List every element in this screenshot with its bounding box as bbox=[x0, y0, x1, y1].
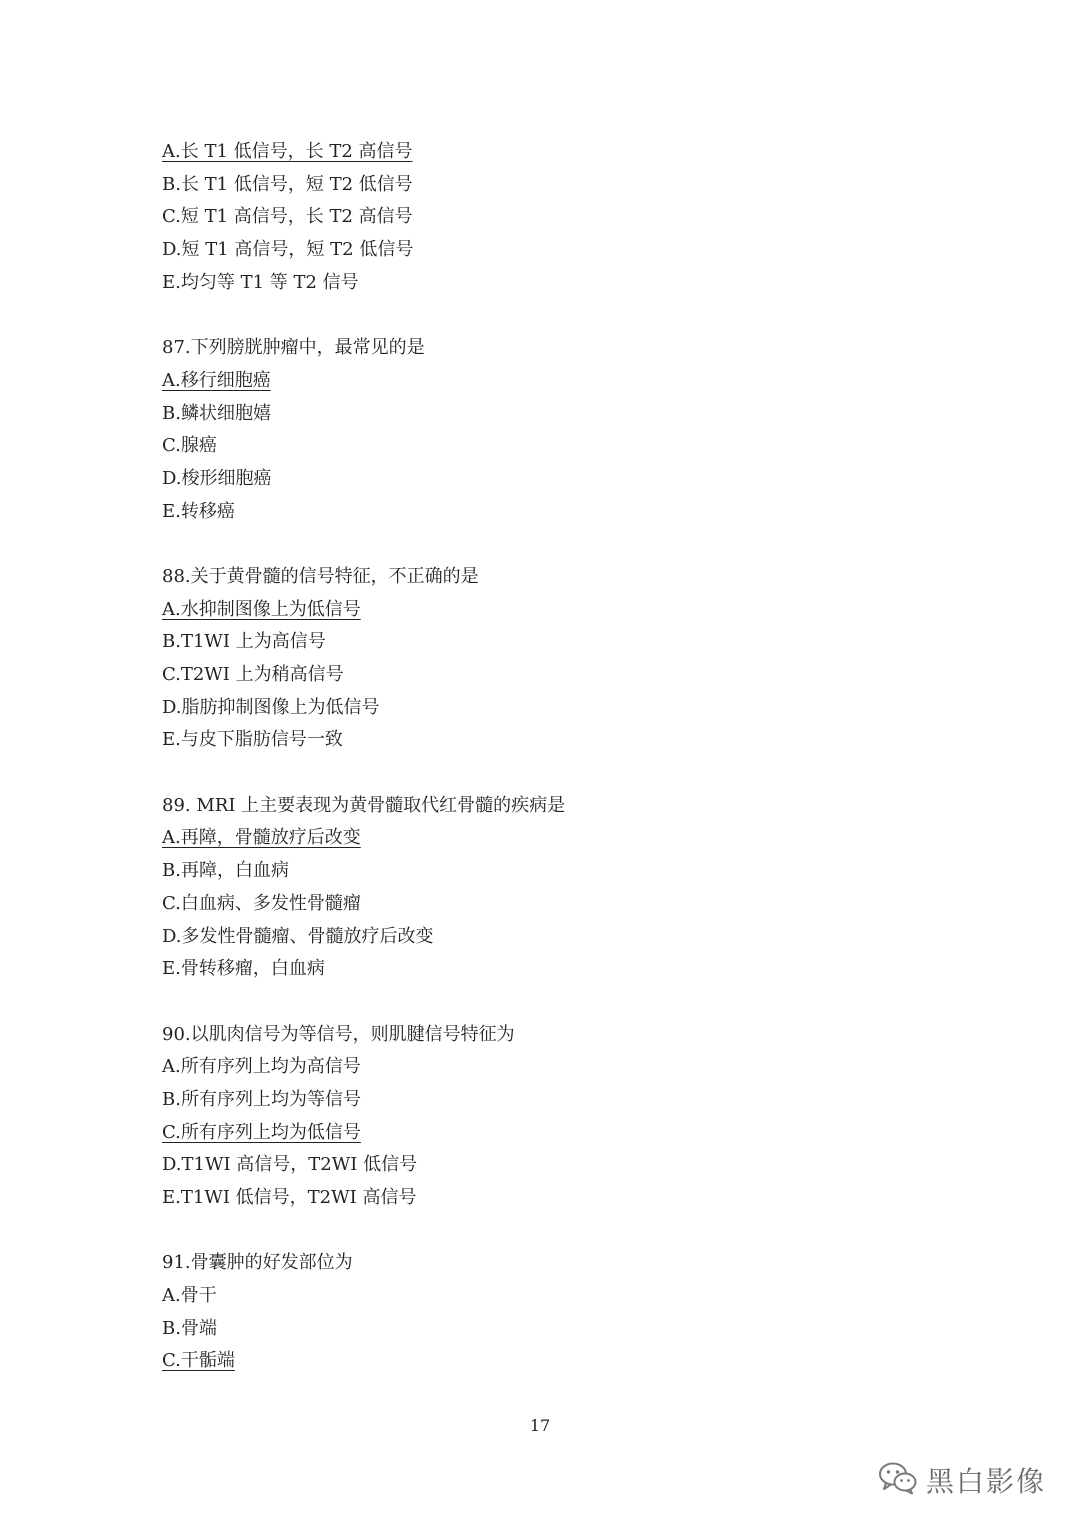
question-block bbox=[162, 790, 942, 986]
option-b: B.鳞状细胞嬉 bbox=[162, 402, 271, 424]
option-c: C.T2WI 上为稍高信号 bbox=[162, 664, 344, 685]
option-b: B.长 T1 低信号，短 T2 低信号 bbox=[162, 173, 413, 195]
option-e: E.与皮下脂肪信号一致 bbox=[162, 729, 343, 751]
question-list bbox=[162, 136, 942, 1378]
option-d: D.多发性骨髓瘤、骨髓放疗后改变 bbox=[162, 925, 434, 947]
option-a: A.水抑制图像上为低信号 bbox=[162, 598, 361, 620]
question-stem: 88.关于黄骨髓的信号特征，不正确的是 bbox=[162, 565, 479, 587]
option-c: C.白血病、多发性骨髓瘤 bbox=[162, 892, 361, 914]
option-d: D.梭形细胞癌 bbox=[162, 467, 272, 489]
option-c: C.干骺端 bbox=[162, 1350, 235, 1372]
option-d: D.T1WI 高信号，T2WI 低信号 bbox=[162, 1154, 418, 1176]
spacer bbox=[162, 1215, 942, 1248]
option-e: E.T1WI 低信号，T2WI 高信号 bbox=[162, 1187, 417, 1208]
option-b: B.再障，白血病 bbox=[162, 860, 289, 882]
spacer bbox=[162, 528, 942, 561]
question-block bbox=[162, 561, 942, 757]
option-b: B.骨端 bbox=[162, 1317, 217, 1339]
question-block bbox=[162, 1019, 942, 1215]
watermark-text: 黑白影像 bbox=[925, 1465, 1046, 1498]
option-a: A.再障，骨髓放疗后改变 bbox=[162, 827, 361, 849]
spacer bbox=[162, 986, 942, 1019]
question-block bbox=[162, 332, 942, 528]
option-e: E.均匀等 T1 等 T2 信号 bbox=[162, 271, 359, 293]
option-e: E.骨转移瘤，白血病 bbox=[162, 958, 325, 980]
question-stem: 89. MRI 上主要表现为黄骨髓取代红骨髓的疾病是 bbox=[162, 794, 566, 816]
watermark bbox=[878, 1460, 1046, 1500]
option-b: B.所有序列上均为等信号 bbox=[162, 1088, 361, 1110]
option-a: A.骨干 bbox=[162, 1285, 217, 1307]
question-block bbox=[162, 136, 942, 299]
spacer bbox=[162, 757, 942, 790]
option-d: D.短 T1 高信号，短 T2 低信号 bbox=[162, 239, 414, 261]
option-a: A.长 T1 低信号，长 T2 高信号 bbox=[162, 141, 413, 162]
option-c: C.所有序列上均为低信号 bbox=[162, 1121, 361, 1143]
wechat-icon bbox=[878, 1461, 918, 1499]
spacer bbox=[162, 299, 942, 332]
option-c: C.腺癌 bbox=[162, 435, 217, 457]
question-block bbox=[162, 1247, 942, 1378]
option-b: B.T1WI 上为高信号 bbox=[162, 631, 326, 653]
option-a: A.所有序列上均为高信号 bbox=[162, 1056, 361, 1078]
question-stem: 91.骨囊肿的好发部位为 bbox=[162, 1252, 353, 1274]
option-e: E.转移癌 bbox=[162, 500, 235, 522]
option-c: C.短 T1 高信号，长 T2 高信号 bbox=[162, 206, 413, 228]
option-a: A.移行细胞癌 bbox=[162, 369, 271, 391]
question-stem: 87.下列膀胱肿瘤中，最常见的是 bbox=[162, 337, 425, 359]
page-number: 17 bbox=[529, 1416, 551, 1435]
option-d: D.脂肪抑制图像上为低信号 bbox=[162, 696, 380, 718]
question-stem: 90.以肌肉信号为等信号，则肌腱信号特征为 bbox=[162, 1023, 515, 1045]
